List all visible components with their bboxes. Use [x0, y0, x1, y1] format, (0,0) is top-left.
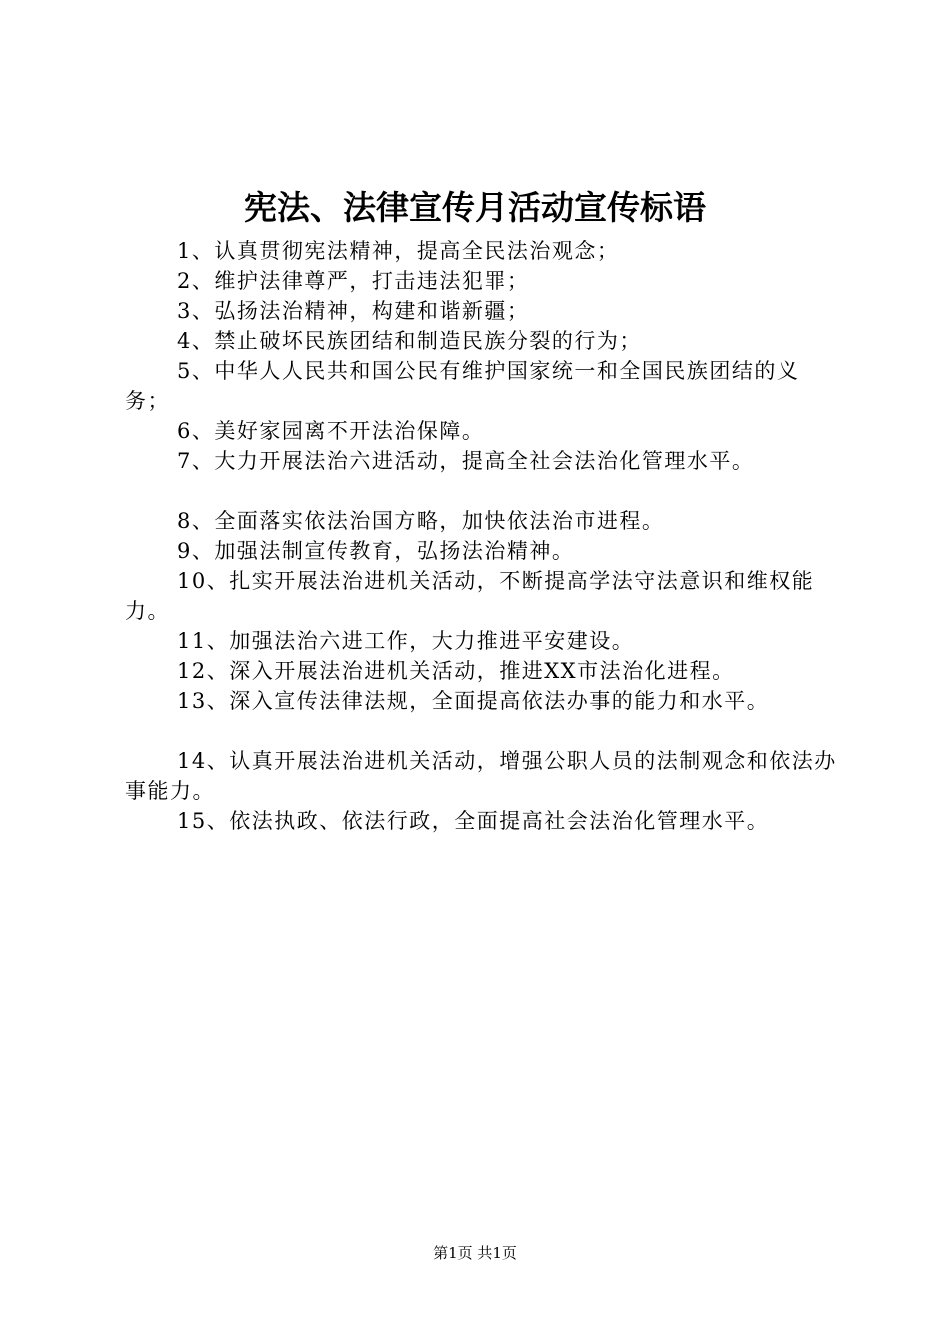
- slogan-item-9: 9、加强法制宣传教育，弘扬法治精神。: [177, 539, 575, 563]
- page-footer: 第1页 共1页: [433, 1244, 517, 1262]
- slogan-item-13: 13、深入宣传法律法规，全面提高依法办事的能力和水平。: [177, 689, 770, 713]
- slogan-item-11: 11、加强法治六进工作，大力推进平安建设。: [177, 629, 635, 653]
- page-title: 宪法、法律宣传月活动宣传标语: [244, 188, 706, 227]
- slogan-item-4: 4、禁止破坏民族团结和制造民族分裂的行为；: [177, 329, 642, 353]
- slogan-item-3: 3、弘扬法治精神，构建和谐新疆；: [177, 299, 530, 323]
- slogan-item-5: 5、中华人人民共和国公民有维护国家统一和全国民族团结的义务；: [125, 359, 800, 413]
- slogan-item-2: 2、维护法律尊严，打击违法犯罪；: [177, 269, 530, 293]
- slogan-item-10: 10、扎实开展法治进机关活动，不断提高学法守法意识和维权能力。: [125, 569, 815, 623]
- slogan-item-6: 6、美好家园离不开法治保障。: [177, 419, 485, 443]
- slogan-item-8: 8、全面落实依法治国方略，加快依法治市进程。: [177, 509, 665, 533]
- slogan-list: [125, 236, 843, 836]
- slogan-item-14: 14、认真开展法治进机关活动，增强公职人员的法制观念和依法办事能力。: [125, 749, 837, 803]
- slogan-item-12: 12、深入开展法治进机关活动，推进XX市法治化进程。: [177, 659, 735, 683]
- slogan-item-7: 7、大力开展法治六进活动，提高全社会法治化管理水平。: [177, 449, 755, 473]
- slogan-item-1: 1、认真贯彻宪法精神，提高全民法治观念；: [177, 239, 620, 263]
- slogan-item-15: 15、依法执政、依法行政，全面提高社会法治化管理水平。: [177, 809, 770, 833]
